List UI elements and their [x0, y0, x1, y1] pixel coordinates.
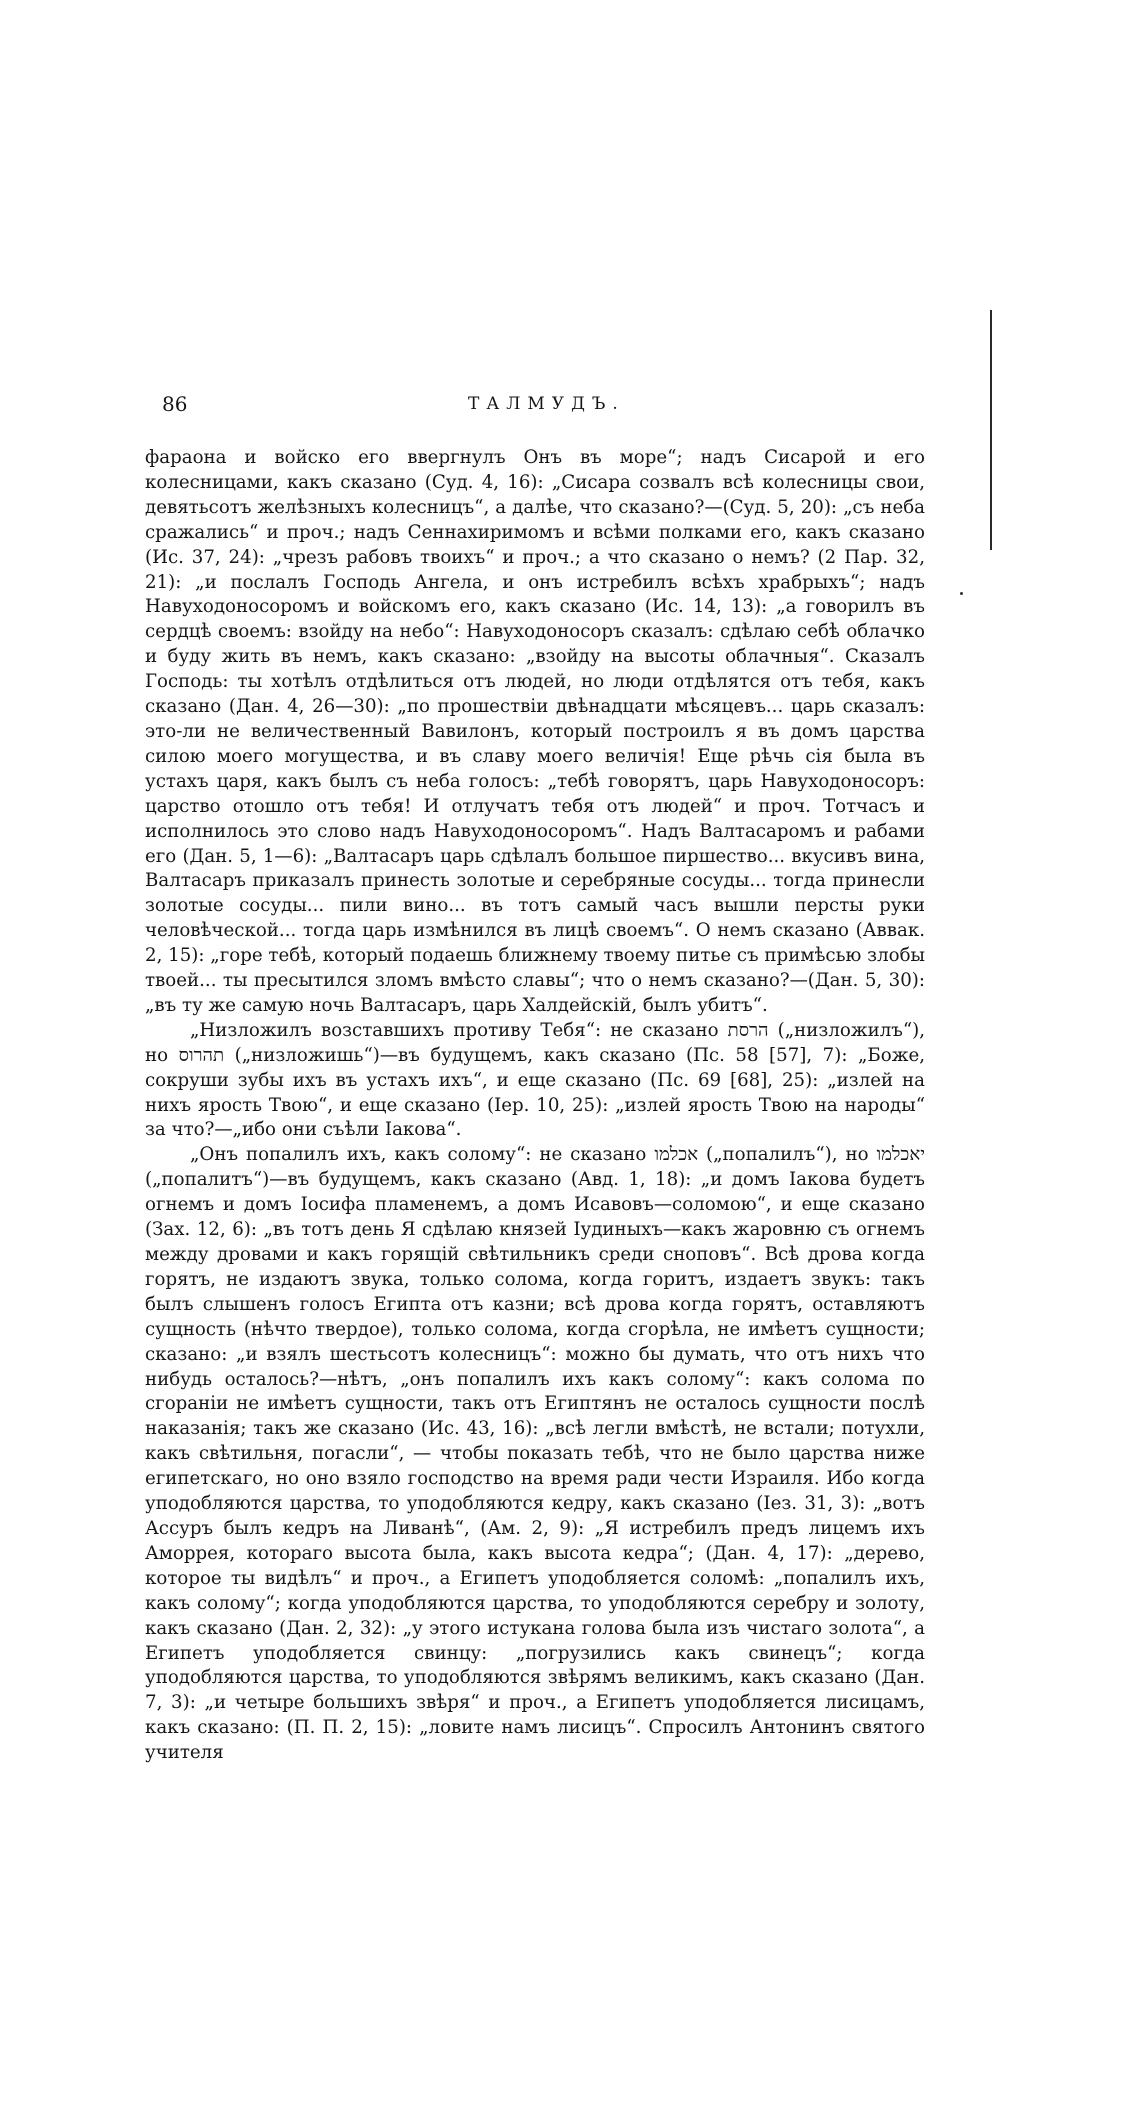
- margin-mark: [960, 592, 963, 595]
- running-title: ТАЛМУДЪ.: [468, 394, 625, 414]
- body-text: [145, 446, 925, 1766]
- margin-rule: [990, 310, 992, 550]
- paragraph-overthrew: „Низложилъ возставшихъ противу Тебя“: не сказано הרסת („низложилъ“), но תהרוס („низложишь“)—въ будущемъ, какъ сказано (Пс. 58 [57], 7): „Боже, сокруши зубы ихъ въ устахъ ихъ“, и еще сказано (Пс. 69 [68], 25): „излей на нихъ ярость Твою“, и еще сказано (Iер. 10, 25): „излей ярость Твою на народы“ за что?—„ибо они съѣли Iакова“.: [145, 1019, 925, 1141]
- paragraph-consumed: „Онъ попалилъ ихъ, какъ солому“: не сказано אכלמו („попалилъ“), но יאכלמו („попалитъ“)—въ будущемъ, какъ сказано (Авд. 1, 18): „и домъ Iакова будетъ огнемъ и домъ Iосифа пламенемъ, а домъ Исавовъ—соломою“, и еще сказано (Зах. 12, 6): „въ тотъ день Я сдѣлаю князей Iудиныхъ—какъ жаровню съ огнемъ между дровами и какъ горящій свѣтильникъ среди сноповъ“. Всѣ дрова когда горятъ, не издаютъ звука, только солома, когда горитъ, издаетъ звукъ: такъ былъ слышенъ голосъ Египта отъ казни; всѣ дрова когда горятъ, оставляютъ сущность (нѣчто твердое), только солома, когда сгорѣла, не имѣетъ сущности; сказано: „и взялъ шестьсотъ колесницъ“: можно бы думать, что отъ нихъ что нибудь осталось?—нѣтъ, „онъ попалилъ ихъ какъ солому“: какъ солома по сгораніи не имѣетъ сущности, такъ отъ Египтянъ не осталось сущности послѣ наказанія; такъ же сказано (Ис. 43, 16): „всѣ легли вмѣстѣ, не встали; потухли, какъ свѣтильня, погасли“, — чтобы показать тебѣ, что не было царства ниже египетскаго, но оно взяло господство на время ради чести Израиля. Ибо когда уподобляются царства, то уподобляются кедру, какъ сказано (Iез. 31, 3): „вотъ Ассуръ былъ кедръ на Ливанѣ“, (Ам. 2, 9): „Я истребилъ предъ лицемъ ихъ Аморрея, котораго высота была, какъ высота кедра“; (Дан. 4, 17): „дерево, которое ты видѣлъ“ и проч., а Египетъ уподобляется соломѣ: „попалилъ ихъ, какъ солому“; когда уподобляются царства, то уподобляются серебру и золоту, какъ сказано (Дан. 2, 32): „у этого истукана голова была изъ чистаго золота“, а Египетъ уподобляется свинцу: „погрузились какъ свинецъ“; когда уподобляются царства, то уподобляются звѣрямъ великимъ, какъ сказано (Дан. 7, 3): „и четыре большихъ звѣря“ и проч., а Египетъ уподобляется лисицамъ, какъ сказано: (П. П. 2, 15): „ловите намъ лисицъ“. Спросилъ Антонинъ святого учителя: [145, 1144, 925, 1764]
- paragraph-continuation: фараона и войско его ввергнулъ Онъ въ море“; надъ Сисарой и его колесницами, какъ сказано (Суд. 4, 16): „Сисара созвалъ всѣ колесницы свои, девятьсотъ желѣзныхъ колесницъ“, а далѣе, что сказано?—(Суд. 5, 20): „съ неба сражались“ и проч.; надъ Сеннахиримомъ и всѣми полками его, какъ сказано (Ис. 37, 24): „чрезъ рабовъ твоихъ“ и проч.; а что сказано о немъ? (2 Пар. 32, 21): „и послалъ Господь Ангела, и онъ истребилъ всѣхъ храбрыхъ“; надъ Навуходоносоромъ и войскомъ его, какъ сказано (Ис. 14, 13): „а говорилъ въ сердцѣ своемъ: взойду на небо“: Навуходоносоръ сказалъ: сдѣлаю себѣ облачко и буду жить въ немъ, какъ сказано: „взойду на высоты облачныя“. Сказалъ Господь: ты хотѣлъ отдѣлиться отъ людей, но люди отдѣлятся отъ тебя, какъ сказано (Дан. 4, 26—30): „по прошествіи двѣнадцати мѣсяцевъ... царь сказалъ: это-ли не величественный Вавилонъ, который построилъ я въ домъ царства силою моего могущества, и въ славу моего величія! Еще рѣчь сія была въ устахъ царя, какъ былъ съ неба голосъ: „тебѣ говорятъ, царь Навуходоносоръ: царство отошло отъ тебя! И отлучатъ тебя отъ людей“ и проч. Тотчасъ и исполнилось это слово надъ Навуходоносоромъ“. Надъ Валтасаромъ и рабами его (Дан. 5, 1—6): „Валтасаръ царь сдѣлалъ большое пиршество... вкусивъ вина, Валтасаръ приказалъ принесть золотые и серебряные сосуды... тогда принесли золотые сосуды... пили вино... въ тотъ самый часъ вышли персты руки человѣческой... тогда царь измѣнился въ лицѣ своемъ“. О немъ сказано (Аввак. 2, 15): „горе тебѣ, который подаешь ближнему твоему питье съ примѣсью злобы твоей... ты пресытился зломъ вмѣсто славы“; что о немъ сказано?—(Дан. 5, 30): „въ ту же самую ночь Валтасаръ, царь Халдейскій, былъ убитъ“.: [145, 447, 925, 1016]
- page-number: 86: [162, 392, 188, 416]
